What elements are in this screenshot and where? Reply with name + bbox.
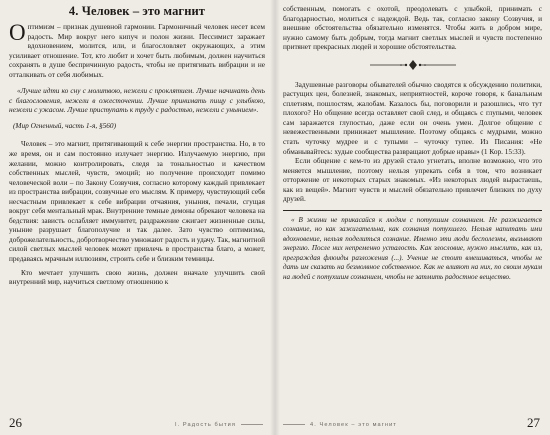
body-paragraph: Если общение с кем-то из друзей стало угнетать, вполне возможно, что это меняется мышление, поэтому нельзя упрекать себя в том, что возникает отторжение от некоторых старых знакомых. «Из некоторых людей вырастаешь, как из вещей». Магнит чувств и мыслей обязательно привлечет близких по духу друзей. (283, 156, 542, 204)
quote-text: « В жизни не прикасайся к людям с потухшим сознанием. Не разжигается сознание, но как зажигательна, как сознания потухшего. Нельзя напитать ими вдохновение, нельзя поделиться сознание. Именно эти люди бесполезны, вызывают энергию. После них непременно усталость. Как злословие, нужно мыслить, как из, преграждая флюиды разложения (...). Учение не стоит вмешиваться, чтобы не дать им сказать на безмолвное собственное. Как не влияют на них, по своим мукам на людей с потухшим сознанием, чтобы не затмить радостное вещество. (283, 215, 542, 281)
chapter-title: 4. Человек – это магнит (68, 4, 206, 18)
running-head: I. Радость бытия (175, 422, 263, 428)
page-number: 27 (527, 415, 540, 430)
running-head: 4. Человек – это магнит (283, 422, 397, 428)
intro-paragraph (9, 22, 265, 79)
body-paragraph: собственным, помогать с охотой, преодолевать с улыбкой, принимать с благодарностью, молиться с надеждой. Ведь так, согласно закону Созвучия, и внешние обстоятельства обязательно изменятся. Чтобы жить в добром мире, нужно самому быть добрым, тогда магнит светлых мыслей и чувств постепенно притянет прекрасных людей и хорошие обстоятельства. (283, 4, 542, 52)
left-footer (0, 413, 275, 435)
ornament-icon (368, 59, 458, 71)
page-number: 26 (9, 415, 22, 430)
intro-text: птимизм – признак душевной гармонии. Гармоничный человек несет всем радость. Мир вокруг него кипуч и полон жизни. Пессимист заражает вдохновением, молится, или, и благословляет окружающих, а этим усиливает отношение. Тот, кто любит и хочет быть любимым, должен научиться сохранять в душе беспричинную радость, чтобы не притягивать вибрации и не отталкивать от себя любимых. (9, 22, 265, 79)
body-paragraph: Задушевные разговоры обывателей обычно сводятся к обсуждению политики, растущих цен, болезней, знакомых, неприятностей, короче говоря, к банальным сплетням, пошлостям, жалобам. Казалось бы, поговорили и разошлись, что тут плохого? Но общение всегда оставляет свой след, и общаясь с глупыми, человек сам заражается глупостью, даже если он очень умен. Долгое общение с невежественными принижает мышление. Поэтому общаясь с мудрыми, можно стать чуточку мудрее и с тупыми – чуточку тупее. Из Писания: «Не обманывайтесь: худые сообщества развращают добрые нравы» (1 Кор. 15:33). (283, 79, 542, 156)
right-footer (275, 413, 550, 435)
epigraph-quote: «Лучше идти ко сну с молитвою, нежели с проклятием. Лучше начинать день с благословения, нежели в ожесточении. Лучше принимать пищу с улыбкою, нежели с ужасом. Лучше приступать к труду с радостью, нежели с унынием». (9, 86, 265, 115)
body-paragraph: Человек – это магнит, притягивающий к себе энергии пространства. Но, в то же время, он и сам постоянно излучает энергию. Излучаемую энергию, при желании, можно контролировать, следя за тональностью и качеством собственных мыслей, чувств, эмоций; но получение происходит помимо человеческой воли – по Закону Созвучия, согласно которому каждый привлекает из пространства вибрации, созвучные его мыслям. К примеру, чувствующий себя несчастным привлекает к себе вибрации отчаяния, уныния, печали, сгущая вокруг себя ментальный мрак. Внутренние темные демоны обрекают человека на бедствия: зависть ослабляет иммунитет, раздражение сжигает жизненные силы, уныние разрушает благополучие и так далее. Зато чувство оптимизма, доброжелательность, добротворчество умножают радость и удачу. Так, магнитной силой светлых мыслей человек может привлечь в пространства благо, а может, предаваясь мрачным иллюзиям, строить себе и близким темницы. (9, 139, 265, 264)
epigraph-source: (Мир Огненный, часть 1-я, §560) (13, 120, 117, 130)
drop-cap: О (9, 20, 26, 45)
right-page (275, 0, 550, 435)
quote-block (283, 210, 542, 283)
body-paragraph: Кто мечтает улучшить свою жизнь, должен вначале улучшить свой внутренний мир, научиться светлому отношению к (9, 267, 265, 287)
left-text-column (9, 4, 265, 287)
right-text-column (283, 4, 542, 282)
ornament-divider (283, 56, 542, 74)
